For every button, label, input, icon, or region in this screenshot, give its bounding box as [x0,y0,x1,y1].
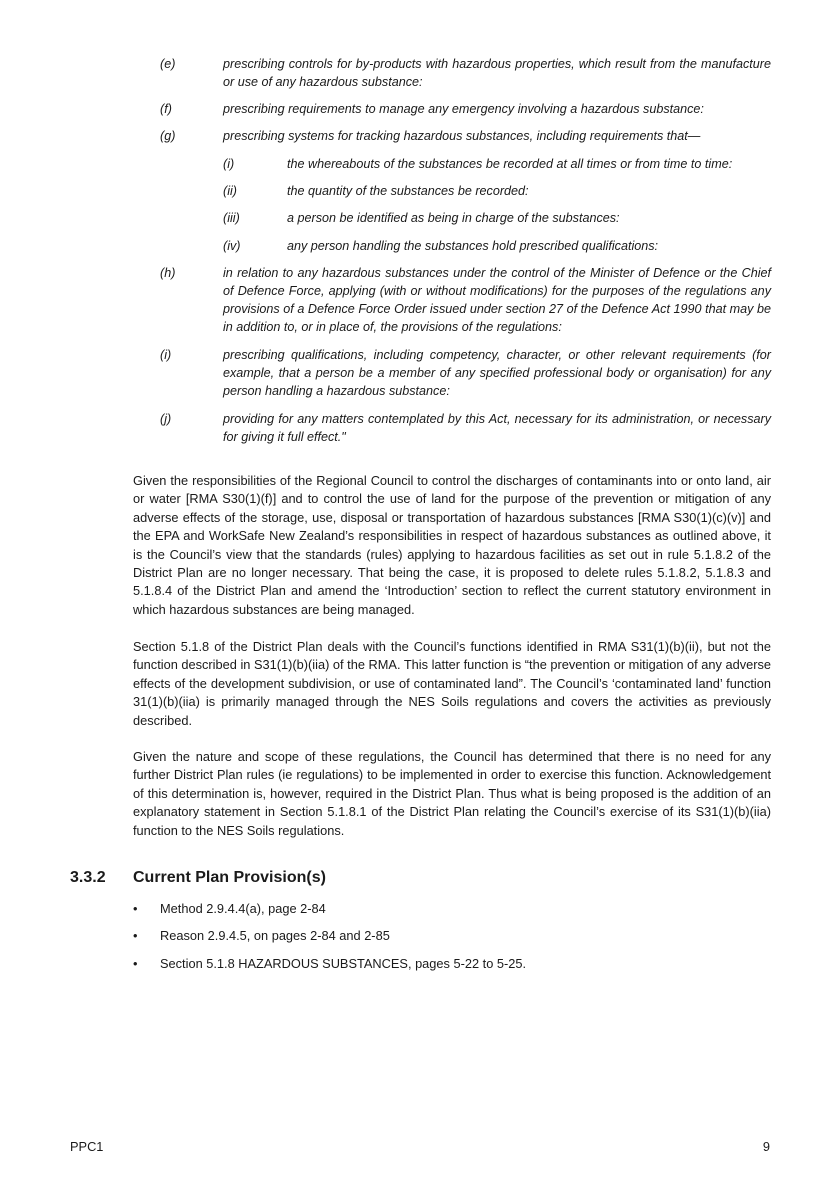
subclause-iii [223,209,771,227]
list-item-text: Reason 2.9.4.5, on pages 2-84 and 2-85 [160,928,390,943]
page-number: 9 [762,1139,770,1154]
bullet-icon: • [133,956,138,971]
footer-label: PPC1 [70,1139,104,1154]
clause-label: (e) [160,57,176,71]
subclause-label: (iii) [223,211,240,225]
section-number: 3.3.2 [70,869,106,886]
list-item-text: Section 5.1.8 HAZARDOUS SUBSTANCES, pages 5-22 to 5-25. [160,956,527,971]
list-item-text: Method 2.9.4.4(a), page 2-84 [160,901,326,916]
clause-h [160,264,771,336]
body-paragraph: Given the responsibilities of the Regional Council to control the discharges of contaminants into or onto land, air or water [RMA S30(1)(f)] and to control the use of land for the purpose of the prevention or mitigation of any adverse effects of the storage, use, disposal or transportation of hazardous substances [RMA S30(1)(c)(v)] and the EPA and WorkSafe New Zealand’s responsibilities in respect of hazardous substances as outlined above, it is the Council’s view that the standards (rules) applying to hazardous facilities as set out in rule 5.1.8.2 of the District Plan are no longer necessary. That being the case, it is proposed to delete rules 5.1.8.2, 5.1.8.3 and 5.1.8.4 of the District Plan and amend the ‘Introduction’ section to reflect the current statutory environment in which hazardous substances are being managed. [133,473,771,617]
subclause-text: a person be identified as being in charge of the substances: [287,211,620,225]
clause-text: prescribing controls for by-products with hazardous properties, which result from the manufacture or use of any hazardous substance: [223,57,771,89]
clause-e [160,55,771,91]
clause-label: (j) [160,412,172,426]
subclause-label: (ii) [223,184,237,198]
subclause-i [223,155,771,173]
body-paragraph: Given the nature and scope of these regulations, the Council has determined that there is no need for any further District Plan rules (ie regulations) to be implemented in order to exercise this function. Acknowledgement of this determination is, however, required in the District Plan. Thus what is being proposed is the addition of an explanatory statement in Section 5.1.8.1 of the District Plan relating the Council’s exercise of its S31(1)(b)(iia) function to the NES Soils regulations. [133,749,771,838]
subclause-iv [223,237,771,255]
subclause-text: any person handling the substances hold prescribed qualifications: [287,239,659,253]
clause-label: (i) [160,348,172,362]
clause-text: prescribing qualifications, including competency, character, or other relevant requirements (for example, that a person be a member of any specified professional body or organisation) for any person handling a hazardous substance: [223,348,771,398]
subclause-text: the whereabouts of the substances be recorded at all times or from time to time: [287,157,733,171]
subclause-ii [223,182,771,200]
clause-g [160,127,771,145]
body-paragraph: Section 5.1.8 of the District Plan deals with the Council’s functions identified in RMA S31(1)(b)(ii), but not the function described in S31(1)(b)(iia) of the RMA. This latter function is “the prevention or mitigation of any adverse effects of the development subdivision, or use of contaminated land”. The Council’s ‘contaminated land’ function 31(1)(b)(iia) is primarily managed through the NES Soils regulations and covers the activities as previously described. [133,639,771,728]
clause-text: prescribing requirements to manage any emergency involving a hazardous substance: [223,102,704,116]
clause-label: (h) [160,266,176,280]
clause-i [160,346,771,400]
subclause-label: (iv) [223,239,241,253]
clause-text: in relation to any hazardous substances under the control of the Minister of Defence or the Chief of Defence Force, applying (with or without modifications) for the purposes of the regulations any provisions of a Defence Force Order issued under section 27 of the Defence Act 1990 that may be in addition to, or in place of, the provisions of the regulations: [223,266,771,334]
bullet-icon: • [133,901,138,916]
clause-text: providing for any matters contemplated by this Act, necessary for its administration, or necessary for giving it full effect." [223,412,771,444]
clause-text: prescribing systems for tracking hazardous substances, including requirements that— [223,129,701,143]
subclause-label: (i) [223,157,235,171]
subclause-text: the quantity of the substances be recorded: [287,184,529,198]
section-title: Current Plan Provision(s) [133,869,326,886]
clause-f [160,100,771,118]
clause-j [160,410,771,446]
bullet-icon: • [133,928,138,943]
clause-label: (f) [160,102,172,116]
clause-label: (g) [160,129,176,143]
